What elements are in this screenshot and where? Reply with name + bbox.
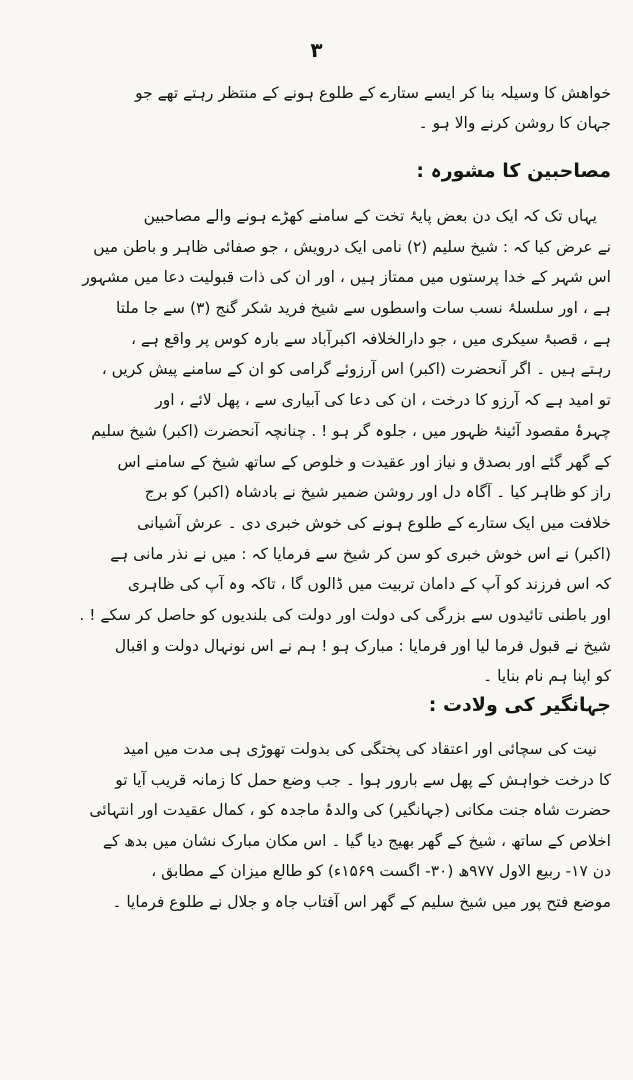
intro-paragraph <box>20 78 611 138</box>
text-line: کا درخت خواہش کے پھل سے بارور ہوا ۔ جب وضع حمل کا زمانہ قریب آیا تو <box>115 770 611 789</box>
text-line: اور باطنی تائیدوں سے بزرگی کی دولت اور دولت کی بلندیوں کو حاصل کر سکے ! . <box>79 605 611 624</box>
text-line: شیخ نے قبول فرما لیا اور فرمایا : مبارک ہو ! ہم نے اس نونہال دولت و اقبال <box>114 636 611 655</box>
text-line: کو اپنا ہم نام بنایا ۔ <box>483 667 611 686</box>
text-line: کے گھر گئے اور بصدق و نیاز اور عقیدت و خلوص کے ساتھ شیخ کے سامنے اس <box>117 452 611 471</box>
text-line: موضع فتح پور میں شیخ سلیم کے گھر اس آفتاب جاہ و جلال نے طلوع فرمایا ۔ <box>112 892 611 911</box>
section-heading-jahangir-birth: جہانگیر کی ولادت : <box>428 694 611 716</box>
text-line: جہان کا روشن کرنے والا ہو ۔ <box>418 114 611 132</box>
text-line: چہرۂ مقصود آئینۂ ظہور میں ، جلوہ گر ہو ! . چنانچہ آنحضرت (اکبر) شیخ سلیم <box>91 421 611 440</box>
text-line: خلافت میں ایک ستارے کے طلوع ہونے کی خوش خبری دی ۔ عرش آشیانی <box>137 513 611 532</box>
text-line: ہے ، قصبۂ سیکری میں ، جو دارالخلافہ اکبرآباد سے بارہ کوس پر واقع ہے ، <box>130 329 611 348</box>
text-line: اس شہر کے خدا پرستوں میں ممتاز ہیں ، اور ان کی ذات قبولیت دعا میں مشہور <box>82 268 611 287</box>
text-line: ہے ، اور سلسلۂ نسب سات واسطوں سے شیخ فرید شکر گنج (۳) سے جا ملتا <box>115 299 611 318</box>
text-line: راز کو ظاہر کیا ۔ آگاہ دل اور روشن ضمیر شیخ نے بادشاہ (اکبر) کو برج <box>144 483 611 502</box>
text-line: نے عرض کیا کہ : شیخ سلیم (۲) نامی ایک درویش ، جو صفائی ظاہر و باطن میں <box>93 237 611 256</box>
text-line: (اکبر) نے اس خوش خبری کو سن کر شیخ سے فرمایا کہ : میں نے نذر مانی ہے <box>110 544 611 563</box>
page-number: ۳ <box>310 38 323 62</box>
text-line: تو امید ہے کہ آرزو کا درخت ، ان کی دعا کی آبیاری سے ، پھل لائے ، اور <box>155 391 611 410</box>
text-line: رہتے ہیں ۔ اگر آنحضرت (اکبر) اس آرزوئے گرامی کو ان کے سامنے پیش کریں ، <box>101 360 611 379</box>
text-line: اخلاص کے ساتھ ، شیخ کے گھر بھیج دیا گیا ۔ اس مکان مبارک نشان میں بدھ کے <box>102 831 611 850</box>
courtiers-advice-paragraph <box>20 201 611 692</box>
text-line: حضرت شاہ جنت مکانی (جہانگیر) کی والدۂ ماجدہ کو ، کمال عقیدت اور انتہائی <box>89 801 611 819</box>
text-line: نیت کی سچائی اور اعتقاد کی پختگی کی بدولت تھوڑی ہی مدت میں امید <box>123 740 597 758</box>
section-heading-courtiers-advice: مصاحبین کا مشورہ : <box>416 160 611 182</box>
text-line: کہ اس فرزند کو آپ کے دامان تربیت میں ڈالوں گا ، تاکہ وہ آپ کی ظاہری <box>127 575 611 594</box>
jahangir-birth-paragraph <box>20 734 611 917</box>
text-line: خواهش کا وسیلہ بنا کر ایسے ستارے کے طلوع ہونے کے منتظر رہتے تھے جو <box>135 84 611 102</box>
text-line: دن ۱۷- ربیع الاول ۹۷۷ھ (۳۰- اگست ۱۵۶۹ء) کو طالع میزان کے مطابق ، <box>151 862 611 880</box>
text-line: یہاں تک کہ ایک دن بعض پایۂ تخت کے سامنے کھڑے ہونے والے مصاحبین <box>143 207 597 225</box>
